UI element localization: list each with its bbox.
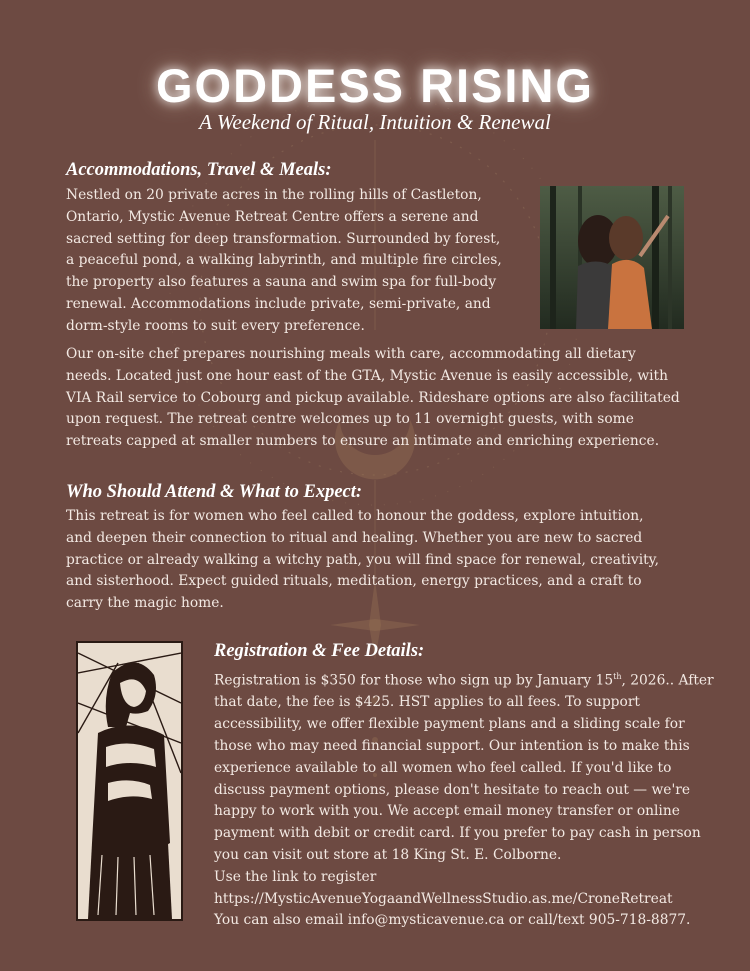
registration-line-end: , 2026.. After [621, 672, 714, 689]
text-line: experience available to all women who feel called. If you'd like to [214, 759, 672, 776]
text-line: discuss payment options, please don't hesitate to reach out — we're [214, 781, 691, 798]
retreat-women-photo [540, 186, 684, 329]
text-line: and deepen their connection to ritual and healing. Whether you are new to sacred [66, 529, 643, 546]
accommodations-paragraph-1 [66, 185, 502, 338]
ordinal-suffix: th [613, 672, 622, 681]
accommodations-heading: Accommodations, Travel & Meals: [66, 160, 332, 180]
text-line: needs. Located just one hour east of the GTA, Mystic Avenue is easily accessible, with [66, 367, 668, 384]
registration-heading: Registration & Fee Details: [214, 641, 425, 661]
text-line: carry the magic home. [66, 595, 224, 612]
attend-heading: Who Should Attend & What to Expect: [66, 482, 363, 502]
text-line: practice or already walking a witchy path, you will find space for renewal, creativity, [66, 551, 660, 568]
text-line: those who may need financial support. Our intention is to make this [214, 737, 690, 754]
text-line: renewal. Accommodations include private, semi-private, and [66, 295, 491, 312]
registration-paragraph [214, 666, 714, 932]
registration-link[interactable]: https://MysticAvenueYogaandWellnessStudio.as.me/CroneRetreat [214, 890, 673, 907]
text-line: sacred setting for deep transformation. Surrounded by forest, [66, 230, 501, 247]
text-line: accessibility, we offer flexible payment plans and a sliding scale for [214, 716, 685, 733]
text-line: upon request. The retreat centre welcomes up to 11 overnight guests, with some [66, 411, 634, 428]
page-title: GODDESS RISING [155, 59, 594, 112]
registration-line-start: Registration is $350 for those who sign up by January 15 [214, 672, 614, 689]
text-line: happy to work with you. We accept email money transfer or online [214, 803, 680, 820]
text-line: Nestled on 20 private acres in the rolling hills of Castleton, [66, 187, 482, 203]
attend-paragraph [66, 506, 659, 615]
text-line: This retreat is for women who feel called to honour the goddess, explore intuition, [66, 508, 644, 524]
text-line: payment with debit or credit card. If you prefer to pay cash in person [214, 825, 701, 842]
contact-line: You can also email info@mysticavenue.ca or call/text 905-718-8877. [214, 912, 691, 929]
text-line: and sisterhood. Expect guided rituals, meditation, energy practices, and a craft to [66, 573, 642, 590]
text-line: Our on-site chef prepares nourishing meals with care, accommodating all dietary [66, 346, 636, 362]
text-line: the property also features a sauna and swim spa for full-body [66, 274, 497, 291]
text-line: a peaceful pond, a walking labyrinth, and multiple fire circles, [66, 252, 502, 269]
goddess-engraving-illustration [76, 641, 183, 921]
text-line: Use the link to register [214, 868, 377, 885]
page-subtitle: A Weekend of Ritual, Intuition & Renewal [199, 110, 551, 134]
text-line [214, 666, 714, 692]
text-line: that date, the fee is $425. HST applies to all fees. To support [214, 694, 640, 711]
text-line: Ontario, Mystic Avenue Retreat Centre offers a serene and [66, 208, 479, 225]
text-line: VIA Rail service to Cobourg and pickup available. Rideshare options are also facilitated [66, 389, 680, 406]
text-line: retreats capped at smaller numbers to ensure an intimate and enriching experience. [66, 433, 660, 450]
accommodations-paragraph-2 [66, 344, 680, 453]
text-line: you can visit out store at 18 King St. E. Colborne. [214, 846, 562, 863]
text-line: dorm-style rooms to suit every preference. [66, 317, 365, 334]
